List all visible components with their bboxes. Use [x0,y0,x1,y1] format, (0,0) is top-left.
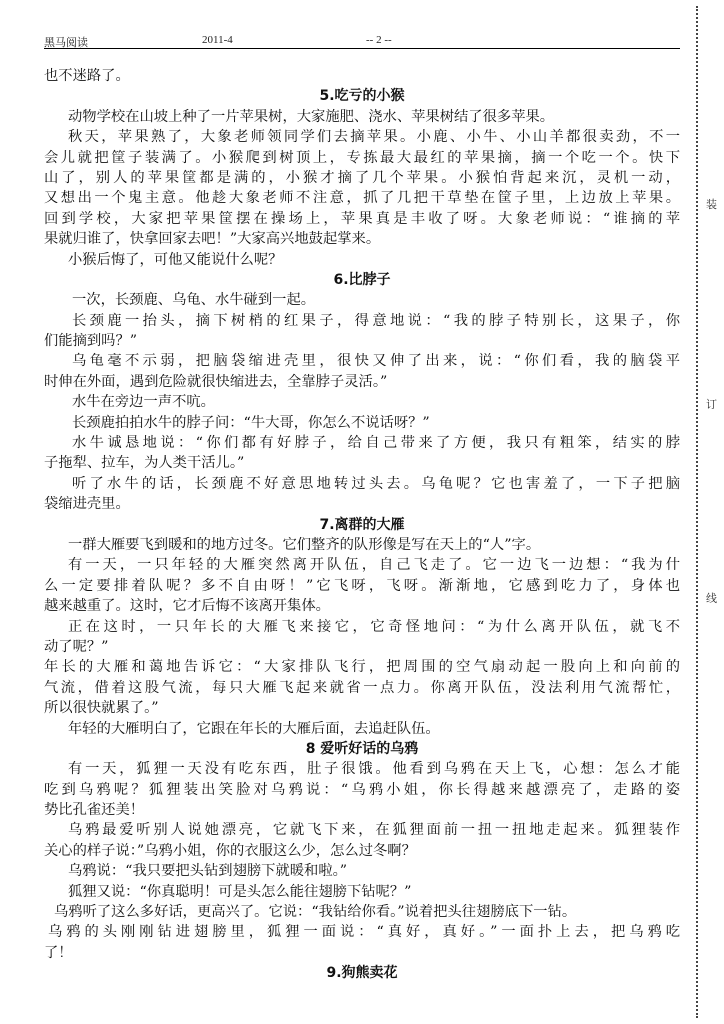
header-page-number: -- 2 -- [366,34,392,46]
text-line: 又想出一个鬼主意。他趁大象老师不注意，抓了几把干草垫在筐子里，上边放上苹果。 [44,190,680,207]
text-line: 所以很快就累了。” [44,700,159,717]
text-line: 么一定要排着队呢？多不自由呀！”它飞呀，飞呀。渐渐地，它感到吃力了，身体也 [44,577,680,594]
story-title: 8 爱听好话的乌鸦 [305,740,419,757]
text-line: 果就归谁了，快拿回家去吧！”大家高兴地鼓起掌来。 [44,231,381,248]
text-line: 正在这时，一只年长的大雁飞来接它，它奇怪地问：“为什么离开队伍，就飞不 [68,618,680,635]
text-line: 水牛在旁边一声不吭。 [72,394,215,411]
text-line: 水牛诚恳地说：“你们都有好脖子，给自己带来了方便，我只有粗笨，结实的脖 [72,435,680,452]
header-publication: 黑马阅读 [44,37,88,49]
text-line: 年轻的大雁明白了，它跟在年长的大雁后面，去追赶队伍。 [68,720,440,737]
story-title: 6.比脖子 [333,271,391,288]
text-line: 子拖犁、拉车，为人类干活儿。” [44,455,245,472]
text-line: 动物学校在山坡上种了一片苹果树，大家施肥、浇水、苹果树结了很多苹果。 [68,108,555,125]
binding-dotted-line [696,6,698,1018]
text-line: 乌鸦说：“我只要把头钻到翅膀下就暖和啦。” [68,863,348,880]
story-title: 7.离群的大雁 [319,516,405,533]
text-line: 气流，借着这股气流，每只大雁飞起来就省一点力。你离开队伍，没法利用气流帮忙， [44,679,680,696]
text-line: 势比孔雀还美！ [44,802,145,819]
text-line: 了！ [44,944,73,961]
text-line: 时伸在外面，遇到危险就很快缩进去，全靠脖子灵活。” [44,373,388,390]
text-line: 乌鸦最爱听别人说她漂亮，它就飞下来，在狐狸面前一扭一扭地走起来。狐狸装作 [68,822,680,839]
text-line: 听了水牛的话，长颈鹿不好意思地转过头去。乌龟呢？它也害羞了，一下子把脑 [72,475,680,492]
story-title: 9.狗熊卖花 [326,965,398,982]
text-line: 长颈鹿一抬头，摘下树梢的红果子，得意地说：“我的脖子特别长，这果子，你 [72,312,680,329]
page-header [44,34,680,48]
article-body [44,66,680,984]
story-title: 5.吃亏的小猴 [319,88,405,105]
text-line: 有一天，一只年轻的大雁突然离开队伍，自己飞走了。它一边飞一边想：“我为什 [68,557,680,574]
text-line: 袋缩进壳里。 [44,496,130,513]
binding-mark-zhuang: 装 [706,198,717,211]
text-line: 长颈鹿拍拍水牛的脖子问：“牛大哥，你怎么不说话呀？” [72,414,430,431]
header-date: 2011-4 [202,34,233,46]
text-line: 吃到乌鸦呢？狐狸装出笑脸对乌鸦说：“乌鸦小姐，你长得越来越漂亮了，走路的姿 [44,781,680,798]
text-line: 一次，长颈鹿、乌龟、水牛碰到一起。 [72,292,316,309]
binding-mark-xian: 线 [706,592,717,605]
text-line: 回到学校，大家把苹果筐摆在操场上，苹果真是丰收了呀。大象老师说：“谁摘的苹 [44,210,680,227]
text-line: 一群大雁要飞到暖和的地方过冬。它们整齐的队形像是写在天上的“人”字。 [68,536,541,553]
text-line: 乌龟毫不示弱，把脑袋缩进壳里，很快又伸了出来，说：“你们看，我的脑袋平 [72,353,680,370]
text-line: 乌鸦的头刚刚钻进翅膀里，狐狸一面说：“真好，真好。”一面扑上去，把乌鸦吃 [48,924,680,941]
text-line: 们能摘到吗？” [44,333,138,350]
text-line: 狐狸又说：“你真聪明！可是头怎么能往翅膀下钻呢？” [68,883,412,900]
text-line: 关心的样子说：”乌鸦小姐，你的衣服这么少，怎么过冬啊？ [44,842,416,859]
text-line: 秋天，苹果熟了，大象老师领同学们去摘苹果。小鹿、小牛、小山羊都很卖劲，不一 [68,129,680,146]
header-rule [44,48,680,49]
text-line: 年长的大雁和蔼地告诉它：“大家排队飞行，把周围的空气扇动起一股向上和向前的 [44,659,680,676]
text-line: 动了呢？” [44,638,109,655]
text-line: 小猴后悔了，可他又能说什么呢？ [68,251,283,268]
text-line: 也不迷路了。 [44,68,130,84]
text-line: 有一天，狐狸一天没有吃东西，肚子很饿。他看到乌鸦在天上飞，心想：怎么才能 [68,761,680,778]
text-line: 山了，别人的苹果筐都是满的，小猴才摘了几个苹果。小猴怕背起来沉，灵机一动， [44,169,680,186]
text-line: 乌鸦听了这么多好话，更高兴了。它说：“我钻给你看。”说着把头往翅膀底下一钻。 [54,904,577,921]
text-line: 会儿就把筐子装满了。小猴爬到树顶上，专拣最大最红的苹果摘，摘一个吃一个。快下 [44,149,680,166]
text-line: 越来越重了。这时，它才后悔不该离开集体。 [44,598,330,615]
binding-mark-ding: 订 [706,398,717,411]
